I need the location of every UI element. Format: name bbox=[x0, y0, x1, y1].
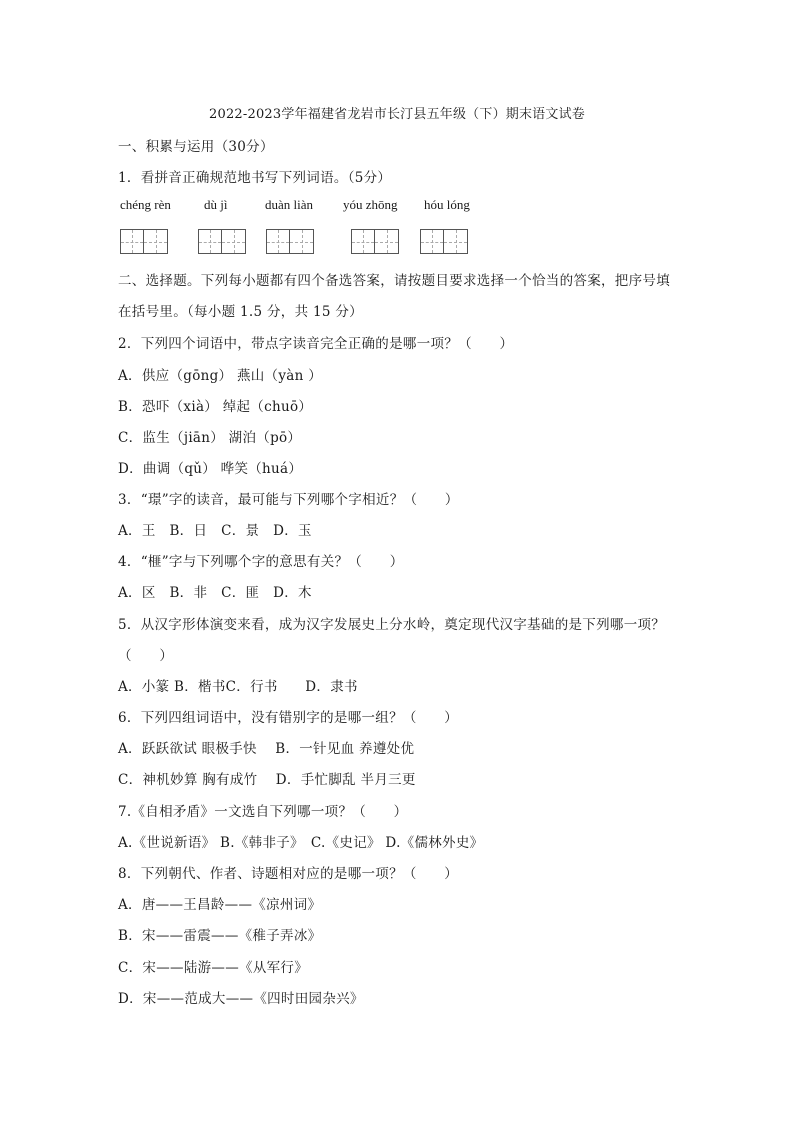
question-7: 7.《自相矛盾》一文选自下列哪一项？（ ） bbox=[118, 804, 408, 820]
q4-options: A．区 B．非 C．匪 D．木 bbox=[118, 585, 312, 601]
question-5: 5．从汉字形体演变来看，成为汉字发展史上分水岭，奠定现代汉字基础的是下列哪一项？ bbox=[118, 617, 666, 633]
q8-option-c: C．宋——陆游——《从军行》 bbox=[118, 960, 309, 976]
q2-option-b: B．恐吓（xià） 绰起（chuō） bbox=[118, 399, 313, 415]
q2-option-a: A．供应（gōng） 燕山（yàn ） bbox=[118, 368, 323, 384]
q7-options: A.《世说新语》 B.《韩非子》 C.《史记》 D.《儒林外史》 bbox=[118, 835, 484, 851]
question-3: 3．“璟”字的读音，最可能与下列哪个字相近？（ ） bbox=[118, 492, 459, 508]
writing-grid-2[interactable] bbox=[198, 229, 246, 254]
pinyin-3: duàn liàn bbox=[265, 197, 314, 212]
section2-heading-line2: 在括号里。（每小题 1.5 分，共 15 分） bbox=[118, 304, 363, 320]
pinyin-2: dù jì bbox=[204, 197, 228, 212]
q2-option-c: C．监生（jiān） 湖泊（pō） bbox=[118, 430, 302, 446]
question-8: 8．下列朝代、作者、诗题相对应的是哪一项？（ ） bbox=[118, 866, 459, 882]
writing-grid-1[interactable] bbox=[120, 229, 168, 254]
writing-grid-5[interactable] bbox=[420, 229, 468, 254]
writing-grid-3[interactable] bbox=[266, 229, 314, 254]
q8-option-b: B．宋——雷震——《稚子弄冰》 bbox=[118, 928, 322, 944]
question-4: 4．“榧”字与下列哪个字的意思有关？（ ） bbox=[118, 554, 404, 570]
pinyin-4: yóu zhōng bbox=[343, 197, 398, 212]
question-1: 1．看拼音正确规范地书写下列词语。（5分） bbox=[118, 170, 392, 186]
page-title: 2022-2023学年福建省龙岩市长汀县五年级（下）期末语文试卷 bbox=[209, 107, 585, 122]
pinyin-5: hóu lóng bbox=[424, 197, 470, 212]
q5-answer-blank: （ ） bbox=[118, 648, 174, 664]
q3-options: A．王 B．日 C．景 D．玉 bbox=[118, 523, 312, 539]
section1-heading: 一、积累与运用（30分） bbox=[118, 139, 274, 155]
q5-options: A．小篆 B．楷书C．行书 D．隶书 bbox=[118, 679, 358, 695]
writing-grid-4[interactable] bbox=[351, 229, 399, 254]
section2-heading-line1: 二、选择题。下列每小题都有四个备选答案，请按题目要求选择一个恰当的答案，把序号填 bbox=[118, 273, 670, 289]
pinyin-1: chéng rèn bbox=[120, 197, 171, 212]
q8-option-a: A．唐——王昌龄——《凉州词》 bbox=[118, 897, 322, 913]
q6-options-cd: C．神机妙算 胸有成竹 D．手忙脚乱 半月三更 bbox=[118, 772, 416, 788]
q6-options-ab: A．跃跃欲试 眼极手快 B．一针见血 养遵处优 bbox=[118, 741, 415, 757]
question-6: 6．下列四组词语中，没有错别字的是哪一组？（ ） bbox=[118, 710, 459, 726]
q8-option-d: D．宋——范成大——《四时田园杂兴》 bbox=[118, 991, 364, 1007]
q2-option-d: D．曲调（qǔ） 哗笑（huá） bbox=[118, 461, 303, 477]
question-2: 2．下列四个词语中，带点字读音完全正确的是哪一项？（ ） bbox=[118, 336, 514, 352]
